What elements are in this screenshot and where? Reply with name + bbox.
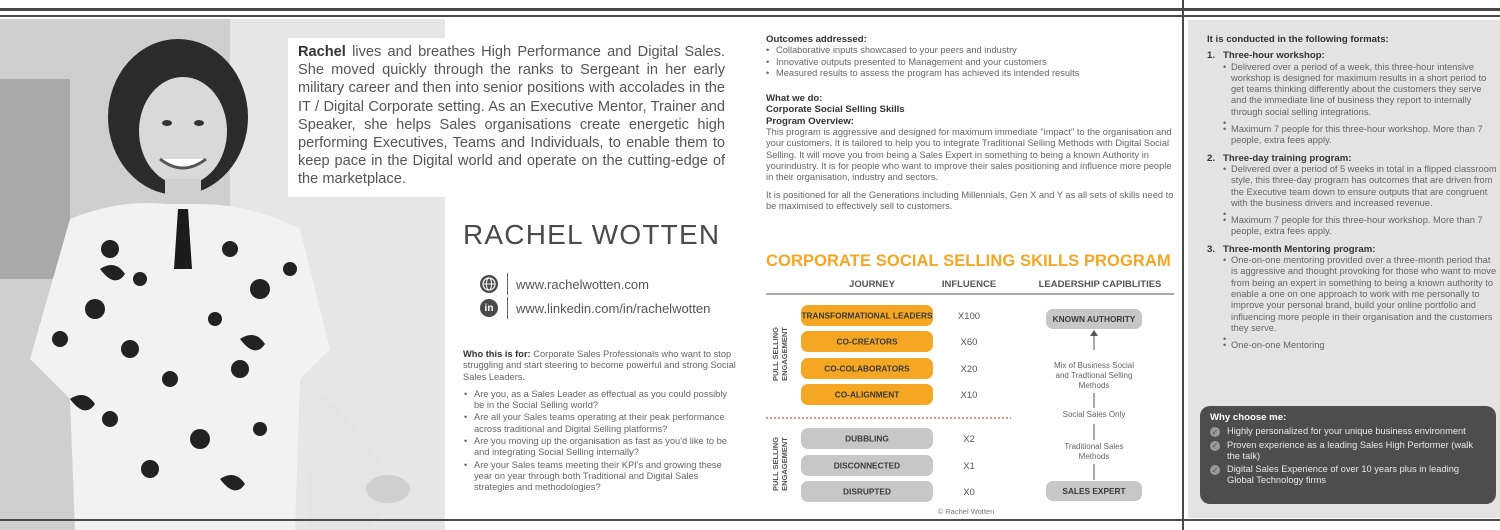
- website-link[interactable]: www.rachelwotten.com: [516, 276, 649, 292]
- format-list: [1207, 62, 1497, 147]
- why-text: Proven experience as a leading Sales High Performer (walk the talk): [1227, 439, 1473, 461]
- who-label: Who this is for:: [463, 349, 531, 359]
- copyright: © Rachel Wotten: [937, 507, 995, 516]
- known-authority-label: KNOWN AUTHORITY: [1052, 314, 1136, 324]
- whatwedo-title: What we do:: [766, 93, 823, 105]
- top-rule: [0, 8, 1500, 11]
- why-item: [1210, 464, 1486, 487]
- program-title: CORPORATE SOCIAL SELLING SKILLS PROGRAM: [766, 252, 1171, 270]
- list-item: • Delivered over a period of 5 weeks in total in a flipped classroom style, this three-day program has outcomes that are driven from the Executive team down to ensure outputs that are congruent with the business drivers and increased revenue.: [1223, 164, 1497, 209]
- check-icon: ✓: [1211, 440, 1219, 450]
- why-item: [1210, 440, 1486, 463]
- journey-label: TRANSFORMATIONAL LEADERS: [801, 310, 933, 321]
- pull-label-2: ENGAGEMENT: [780, 327, 789, 381]
- why-title: Why choose me:: [1210, 412, 1287, 423]
- format-number: 3.: [1207, 243, 1216, 255]
- list-item: • One-on-one Mentoring: [1223, 340, 1497, 351]
- middle-column: [766, 34, 1174, 212]
- pull-label-1: PULL SELLING: [771, 326, 780, 382]
- why-choose-box: [1200, 406, 1496, 504]
- push-label-1: PULL SELLING: [771, 436, 780, 492]
- who-list: [463, 389, 738, 494]
- influence-value: X0: [963, 487, 975, 498]
- column-divider: [1182, 0, 1184, 530]
- format-name: Three-day training program:: [1223, 152, 1352, 164]
- list-item: • Are all your Sales teams operating at their peak performance across traditional and Digital Selling platforms?: [463, 412, 738, 435]
- header-influence: INFLUENCE: [941, 279, 997, 290]
- social-only-text: Social Sales Only: [1062, 410, 1126, 419]
- format-name: Three-month Mentoring program:: [1223, 243, 1376, 255]
- outcomes-title: Outcomes addressed:: [766, 34, 867, 45]
- influence-value: X1: [963, 461, 975, 472]
- journey-label: CO-ALIGNMENT: [834, 389, 900, 400]
- generations-paragraph: It is positioned for all the Generations including Millennials, Gen X and Y as all sets of skills need to be maximised to effectively sell to customers.: [766, 189, 1174, 211]
- person-name: RACHEL WOTTEN: [463, 219, 721, 250]
- contact-linkedin: [476, 298, 710, 318]
- journey-label: DUBBLING: [845, 433, 889, 444]
- format-list: [1207, 164, 1497, 238]
- list-item: • One-on-one mentoring provided over a three-month period that is aggressive and thought provoking for those who want to move from being an expert in something to being a known authority to enable a one on one approach to work with me personally to improve your personal brand, build your online portfolio and influencing more people in their organisation and the customers they serve.: [1223, 255, 1497, 334]
- list-item: • Delivered over a period of a week, this three-hour intensive workshop is designed for maximum results in a short period to get teams thinking differently about the customers they serve and the immediate line of business they report to internally through social selling integrations.: [1223, 62, 1497, 118]
- influence-value: X2: [963, 434, 975, 445]
- bottom-rule: [0, 519, 1500, 521]
- who-text: Corporate Sales Professionals who want to stop struggling and start steering to become powerful and strong Social Sales Leaders.: [463, 349, 736, 382]
- format-name: Three-hour workshop:: [1223, 50, 1325, 62]
- check-icon: ✓: [1211, 465, 1219, 475]
- contact-separator: [507, 273, 508, 295]
- journey-label: DISRUPTED: [843, 486, 891, 497]
- list-item: • Maximum 7 people for this three-hour workshop. More than 7 people, extra fees apply.: [1223, 215, 1497, 238]
- mix-text-1: Mix of Business Social: [1053, 361, 1135, 370]
- traditional-text-2: Methods: [1078, 452, 1110, 461]
- intro-paragraph: [288, 38, 733, 197]
- header-leadership: LEADERSHIP CAPIBLITIES: [1038, 279, 1162, 290]
- overview-title: Program Overview:: [766, 115, 854, 127]
- push-label-2: ENGAGEMENT: [780, 437, 789, 491]
- why-text: Digital Sales Experience of over 10 years plus in leading Global Technology firms: [1227, 464, 1460, 486]
- whatwedo-subtitle: Corporate Social Selling Skills: [766, 104, 905, 116]
- outcomes-list: [766, 45, 1174, 79]
- globe-icon: [480, 275, 498, 293]
- journey-label: DISCONNECTED: [833, 460, 901, 471]
- linkedin-icon: in: [480, 299, 498, 317]
- formats-section: [1207, 34, 1497, 351]
- who-lead: [463, 349, 738, 383]
- top-rule-thin: [0, 15, 1500, 17]
- list-item: • Maximum 7 people for this three-hour workshop. More than 7 people, extra fees apply.: [1223, 124, 1497, 147]
- traditional-text-1: Traditional Sales: [1064, 442, 1124, 451]
- influence-value: X10: [960, 390, 978, 401]
- intro-text: lives and breathes High Performance and Digital Sales. She moved quickly through the ranks to Sergeant in her early military career and then into senior positions with accolades in the IT / Digital Corporate setting. As an Executive Mentor, Trainer and Speaker, she helps Sales organisations create energetic high performing Executives, Teams and Individuals, to enable them to keep pace in the Digital world and operate on the cutting-edge of the marketplace.: [298, 44, 725, 188]
- list-item: • Are you moving up the organisation as fast as you'd like to be and integrating Social Selling internally?: [463, 436, 738, 459]
- overview-paragraph: This program is aggressive and designed for maximum immediate "impact" to the organisation and your customers. It is tailored to help you to integrate Traditional Selling Methods with Digital Social Selling. It will move you from being a Sales Expert in something to being a known Authority in yourindustry. It is for people who want to improve their sales positioning and influence more people in their organisation, industry and sectors.: [766, 127, 1172, 183]
- linkedin-link[interactable]: www.linkedin.com/in/rachelwotten: [516, 300, 711, 316]
- check-icon: ✓: [1211, 427, 1219, 437]
- contact-separator: [507, 297, 508, 319]
- influence-value: X60: [960, 337, 978, 348]
- mix-text-2: and Tradtional Selling: [1055, 371, 1133, 380]
- header-journey: JOURNEY: [849, 279, 895, 290]
- list-item: • Measured results to assess the program has achieved its intended results: [766, 68, 1174, 79]
- list-item: • Innovative outputs presented to Management and your customers: [766, 57, 1174, 68]
- journey-label: CO-CREATORS: [836, 336, 898, 347]
- format-title: [1207, 244, 1497, 255]
- why-text: Highly personalized for your unique business environment: [1227, 426, 1466, 437]
- journey-label: CO-COLABORATORS: [824, 363, 910, 374]
- influence-value: X20: [960, 364, 978, 375]
- list-item: • Are your Sales teams meeting their KPI's and growing these year on year through both Traditional and Digital Sales strategies and methodologies?: [463, 460, 738, 494]
- program-diagram: [766, 272, 1174, 520]
- sales-expert-label: SALES EXPERT: [1062, 486, 1126, 496]
- mix-text-3: Methods: [1078, 381, 1110, 390]
- contact-web: [476, 274, 649, 294]
- format-number: 1.: [1207, 50, 1216, 62]
- who-section: [463, 349, 738, 495]
- influence-value: X100: [957, 311, 981, 322]
- format-list: [1207, 255, 1497, 351]
- list-item: • Are you, as a Sales Leader as effectual as you could possibly be in the Social Selling world?: [463, 389, 738, 412]
- list-item: • Collaborative inputs showcased to your peers and industry: [766, 45, 1174, 56]
- formats-title: It is conducted in the following formats:: [1207, 34, 1389, 45]
- intro-name: Rachel: [298, 44, 346, 60]
- format-title: [1207, 50, 1497, 61]
- format-title: [1207, 153, 1497, 164]
- format-number: 2.: [1207, 152, 1216, 164]
- why-item: [1210, 426, 1486, 437]
